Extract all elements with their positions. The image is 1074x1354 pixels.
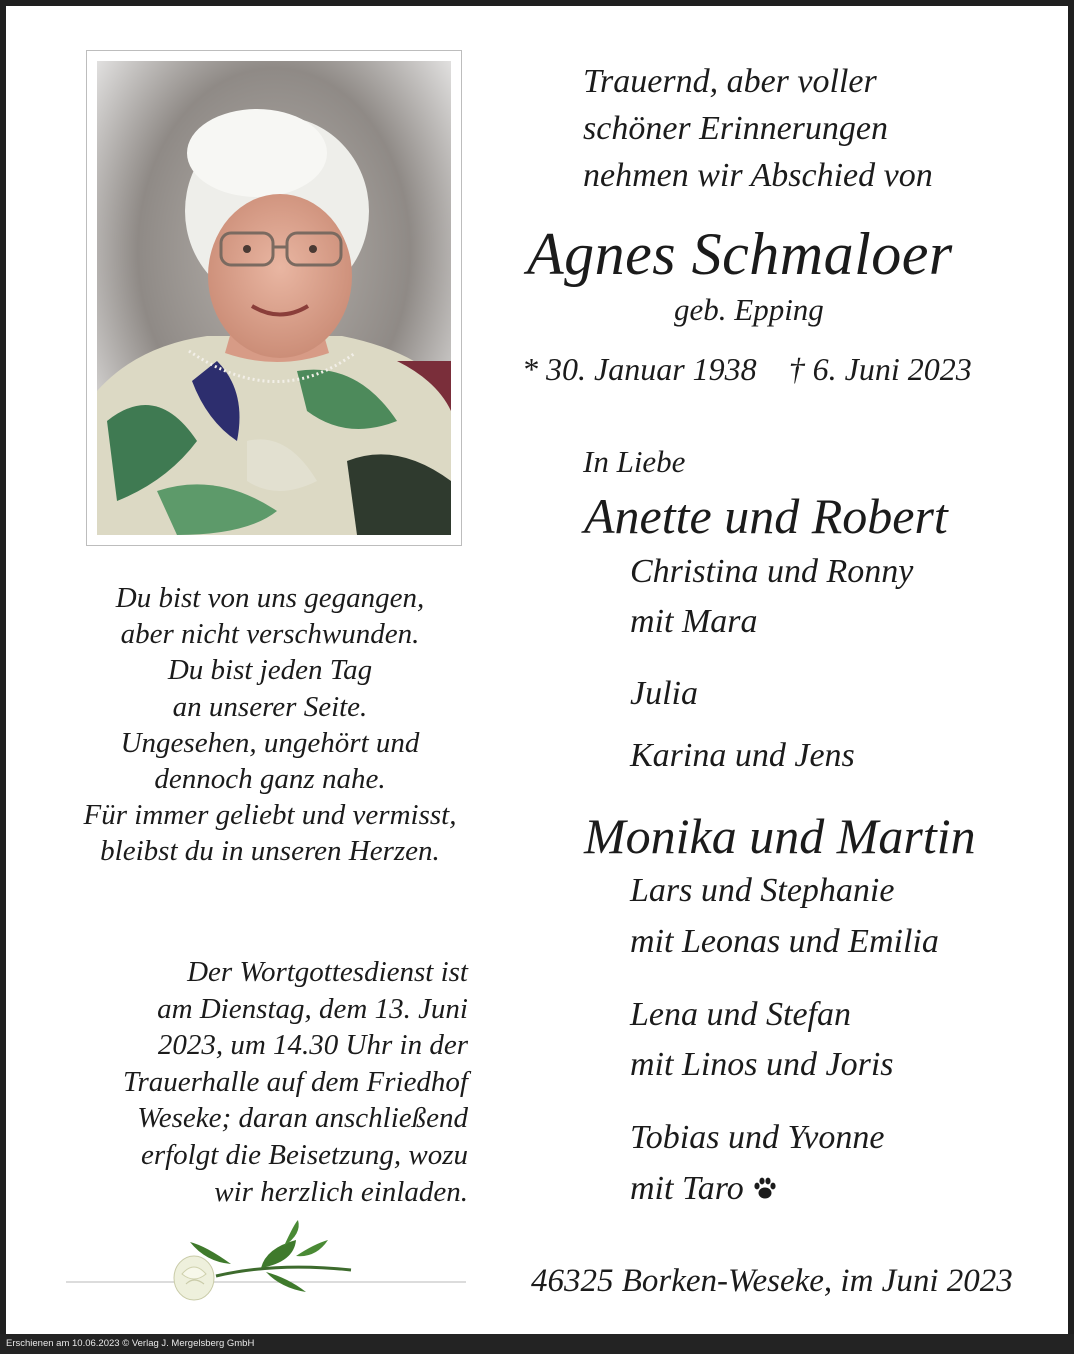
service-line: Trauerhalle auf dem Friedhof bbox=[122, 1065, 468, 1098]
birth-date: * 30. Januar 1938 bbox=[522, 351, 757, 387]
family-member: mit Taro bbox=[630, 1170, 744, 1207]
intro-line: Trauernd, aber voller bbox=[583, 63, 877, 100]
family-member: mit Leonas und Emilia bbox=[630, 923, 939, 960]
portrait-photo bbox=[97, 61, 451, 535]
family-member: Julia bbox=[630, 675, 698, 712]
poem-line: dennoch ganz nahe. bbox=[154, 763, 386, 796]
intro-line: schöner Erinnerungen bbox=[583, 110, 889, 147]
poem-line: Für immer geliebt und vermisst, bbox=[83, 799, 457, 832]
place-date: 46325 Borken-Weseke, im Juni 2023 bbox=[531, 1263, 1013, 1299]
family-member: Karina und Jens bbox=[630, 737, 855, 774]
service-line: wir herzlich einladen. bbox=[214, 1175, 468, 1208]
white-rose-icon bbox=[66, 1218, 466, 1308]
service-line: Der Wortgottesdienst ist bbox=[187, 956, 468, 988]
in-liebe-label: In Liebe bbox=[583, 444, 686, 479]
family-member: Lars und Stephanie bbox=[630, 872, 895, 909]
family-member: Christina und Ronny bbox=[630, 553, 914, 590]
life-dates bbox=[522, 348, 972, 390]
family-group-heading: Monika und Martin bbox=[584, 808, 976, 864]
poem bbox=[60, 580, 480, 870]
poem-line: Du bist von uns gegangen, bbox=[115, 582, 425, 614]
death-date: † 6. Juni 2023 bbox=[788, 351, 972, 387]
poem-line: aber nicht verschwunden. bbox=[120, 618, 420, 651]
family-member: mit Mara bbox=[630, 603, 758, 640]
service-line: 2023, um 14.30 Uhr in der bbox=[157, 1029, 468, 1062]
intro-line: nehmen wir Abschied von bbox=[583, 157, 933, 194]
deceased-name: Agnes Schmaloer bbox=[527, 221, 953, 287]
poem-line: Du bist jeden Tag bbox=[167, 654, 373, 687]
publisher-credit: Erschienen am 10.06.2023 © Verlag J. Mergelsberg GmbH bbox=[6, 1338, 255, 1349]
service-line: erfolgt die Beisetzung, wozu bbox=[140, 1138, 468, 1171]
family-member: Lena und Stefan bbox=[630, 996, 851, 1033]
maiden-name: geb. Epping bbox=[674, 292, 824, 327]
family-group-heading: Anette und Robert bbox=[584, 488, 948, 544]
family-member-with-pet bbox=[630, 1164, 778, 1216]
poem-line: bleibst du in unseren Herzen. bbox=[100, 835, 440, 868]
family-member: Tobias und Yvonne bbox=[630, 1119, 885, 1156]
poem-line: an unserer Seite. bbox=[172, 690, 368, 723]
service-line: am Dienstag, dem 13. Juni bbox=[157, 992, 468, 1025]
service-line: Weseke; daran anschließend bbox=[137, 1102, 468, 1135]
family-member: mit Linos und Joris bbox=[630, 1046, 894, 1083]
service-info bbox=[40, 954, 468, 1210]
poem-line: Ungesehen, ungehört und bbox=[120, 726, 420, 759]
paw-print-icon bbox=[752, 1166, 778, 1216]
intro-text bbox=[583, 58, 933, 199]
